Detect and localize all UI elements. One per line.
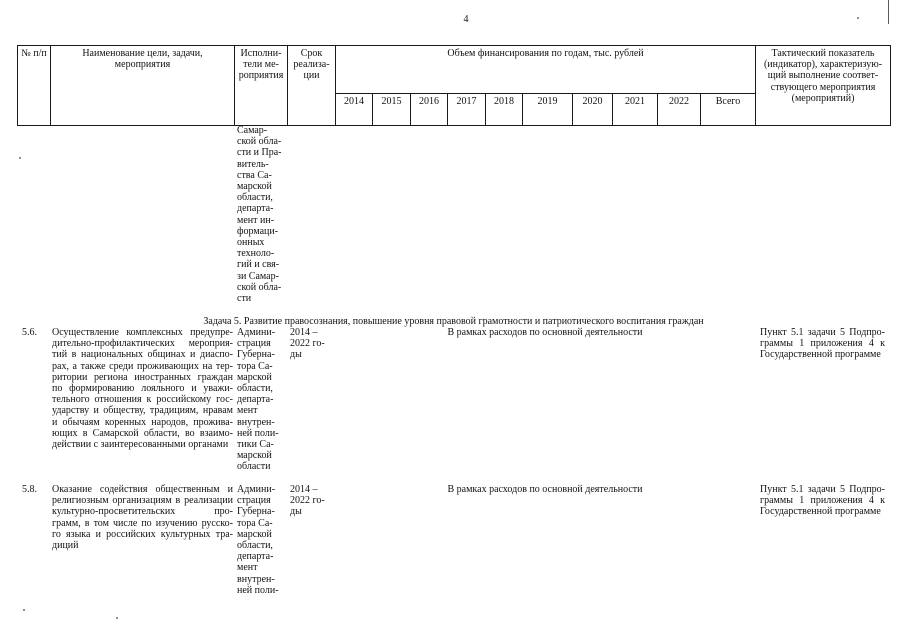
row-activity-name-line: тий в национальных общинах и диаспо- — [52, 349, 233, 361]
row-term — [290, 484, 334, 518]
col-header-funding: Объем финансирования по годам, тыс. рублей — [336, 46, 756, 94]
table-row — [0, 484, 905, 598]
row-executors-line: мент — [237, 562, 258, 574]
continuation-executors-line: зи Самар- — [237, 270, 279, 282]
row-number: 5.6. — [22, 327, 37, 338]
scan-dot — [23, 609, 25, 611]
row-executors-line: ней поли- — [237, 427, 279, 439]
row-activity-name-line: ударству и обществу, традициям, нравам — [52, 405, 233, 417]
row-executors-line: департа- — [237, 551, 274, 563]
col-header-term-line: реализа- — [293, 59, 330, 71]
col-header-year: 2017 — [448, 94, 486, 126]
col-header-indicator-line: (мероприятий) — [791, 92, 855, 104]
row-activity-name-line: по формированию лояльного и уважи- — [52, 383, 233, 395]
col-header-year: 2020 — [573, 94, 613, 126]
row-executors-line: Губерна- — [237, 506, 275, 518]
continuation-executors-line: онных — [237, 237, 265, 249]
row-funding: В рамках расходов по основной деятельности — [447, 327, 643, 338]
continuation-executors-line: марской — [237, 181, 272, 193]
col-header-indicator-line: ствующего мероприятия — [770, 81, 876, 93]
row-activity-name-line: рах, а также среди проживающих на тер- — [52, 360, 233, 372]
col-header-term-line: Срок — [300, 48, 323, 59]
col-header-name-line: мероприятия — [114, 59, 171, 71]
row-executors-line: Губерна- — [237, 349, 275, 361]
col-header-term-line: ции — [303, 70, 320, 82]
col-header-number: № п/п — [18, 46, 51, 126]
row-term-line: 2022 го- — [290, 338, 325, 350]
row-executors-line: страция — [237, 338, 271, 350]
continuation-executors-line: Самар- — [237, 125, 268, 136]
row-activity-name-line: диций — [52, 540, 79, 552]
row-term-line: 2014 – — [290, 484, 318, 495]
row-executors-line: марской — [237, 528, 272, 540]
continuation-executors-line: формаци- — [237, 225, 279, 237]
row-executors-line: Админи- — [237, 327, 276, 338]
row-activity-name-line: Осуществление комплексных предупре- — [52, 327, 233, 338]
row-activity-name-line: культурно-просветительских про- — [52, 506, 233, 518]
col-header-executors-line: тели ме- — [243, 59, 279, 71]
col-header-year: 2021 — [613, 94, 658, 126]
col-header-year: 2014 — [336, 94, 373, 126]
row-activity-name-line: дительно-профилактических мероприя- — [52, 338, 233, 350]
scan-edge-line — [888, 0, 889, 24]
row-indicator-line: Государственной программе — [760, 349, 881, 361]
continuation-executors-line: витель- — [237, 158, 269, 170]
continuation-executors-line: сти и Пра- — [237, 147, 282, 159]
row-executors — [237, 484, 287, 596]
continuation-executors-line: техноло- — [237, 248, 275, 260]
row-activity-name-line: Оказание содействия общественным и — [52, 484, 233, 495]
continuation-executors-line: области, — [237, 192, 273, 204]
row-executors-line: марской — [237, 450, 272, 462]
row-activity-name-line: религиозным организациям в реализации — [52, 495, 233, 507]
col-header-executors — [235, 46, 288, 126]
row-indicator-line: граммы 1 приложения 4 к — [760, 495, 885, 507]
row-term — [290, 327, 334, 361]
row-term-line: ды — [290, 506, 302, 518]
row-executors-line: Админи- — [237, 484, 276, 495]
row-executors — [237, 327, 287, 473]
row-executors-line: страция — [237, 495, 271, 507]
row-activity-name-line: тельного отношения к российскому гос- — [52, 394, 233, 406]
row-executors-line: мент — [237, 405, 258, 417]
row-activity-name-line: ющих в Самарской области, во взаимо- — [52, 427, 233, 439]
col-header-indicator-line: щий выполнение соответ- — [767, 70, 879, 82]
page-number: 4 — [463, 14, 469, 25]
row-executors-line: ней поли- — [237, 584, 279, 596]
col-header-year: 2022 — [658, 94, 701, 126]
row-executors-line: департа- — [237, 394, 274, 406]
row-term-line: 2022 го- — [290, 495, 325, 507]
row-indicator — [760, 484, 885, 518]
row-activity-name — [52, 327, 233, 450]
row-executors-line: области, — [237, 383, 273, 395]
col-header-name — [51, 46, 235, 126]
continuation-executors — [237, 125, 287, 304]
table-row — [0, 327, 905, 475]
row-activity-name — [52, 484, 233, 551]
continuation-executors-line: ской обла- — [237, 136, 282, 148]
row-executors-line: области — [237, 461, 271, 473]
col-header-indicator — [756, 46, 891, 126]
row-executors-line: тора Са- — [237, 517, 273, 529]
col-header-indicator-line: Тактический показатель — [771, 48, 875, 59]
row-indicator-line: граммы 1 приложения 4 к — [760, 338, 885, 350]
row-activity-name-line: го языка и российских культурных тра- — [52, 528, 233, 540]
row-activity-name-line: действии с заинтересованными органами — [52, 439, 229, 451]
row-indicator — [760, 327, 885, 361]
continuation-executors-line: сти — [237, 293, 252, 305]
col-header-total: Всего — [701, 94, 756, 126]
scan-dot — [116, 617, 118, 619]
row-activity-name-line: ритории региона иностранных граждан — [52, 371, 233, 383]
continuation-executors-line: гий и свя- — [237, 259, 280, 271]
row-number: 5.8. — [22, 484, 37, 495]
row-indicator-line: Пункт 5.1 задачи 5 Подпро- — [760, 484, 885, 495]
continuation-executors-line: ской обла- — [237, 281, 282, 293]
scan-dot — [857, 17, 859, 19]
col-header-indicator-line: (индикатор), характеризую- — [763, 59, 883, 71]
col-header-executors-line: роприятия — [238, 70, 284, 82]
row-activity-name-line: грамм, в том числе по изучению русско- — [52, 517, 233, 529]
col-header-year: 2015 — [373, 94, 411, 126]
row-executors-line: области, — [237, 540, 273, 552]
col-header-name-line: Наименование цели, задачи, — [82, 48, 203, 59]
row-executors-line: внутрен- — [237, 416, 275, 428]
continuation-executors-line: мент ин- — [237, 214, 275, 226]
row-executors-line: тики Са- — [237, 439, 274, 451]
row-executors-line: тора Са- — [237, 360, 273, 372]
col-header-year: 2016 — [411, 94, 448, 126]
continuation-executors-line: департа- — [237, 203, 274, 215]
row-term-line: ды — [290, 349, 302, 361]
task-heading: Задача 5. Развитие правосознания, повышение уровня правовой грамотности и патриотического воспитания граждан — [203, 316, 704, 327]
scan-dot — [19, 157, 21, 159]
col-header-executors-line: Исполни- — [240, 48, 282, 59]
col-header-term — [288, 46, 336, 126]
row-term-line: 2014 – — [290, 327, 318, 338]
row-executors-line: внутрен- — [237, 573, 275, 585]
table-header — [17, 45, 891, 126]
row-indicator-line: Государственной программе — [760, 506, 881, 518]
col-header-year: 2019 — [523, 94, 573, 126]
continuation-executors-line: ства Са- — [237, 169, 272, 181]
row-activity-name-line: и обычаям коренных народов, прожива- — [52, 416, 233, 428]
row-indicator-line: Пункт 5.1 задачи 5 Подпро- — [760, 327, 885, 338]
row-executors-line: марской — [237, 371, 272, 383]
row-funding: В рамках расходов по основной деятельности — [447, 484, 643, 495]
col-header-year: 2018 — [486, 94, 523, 126]
